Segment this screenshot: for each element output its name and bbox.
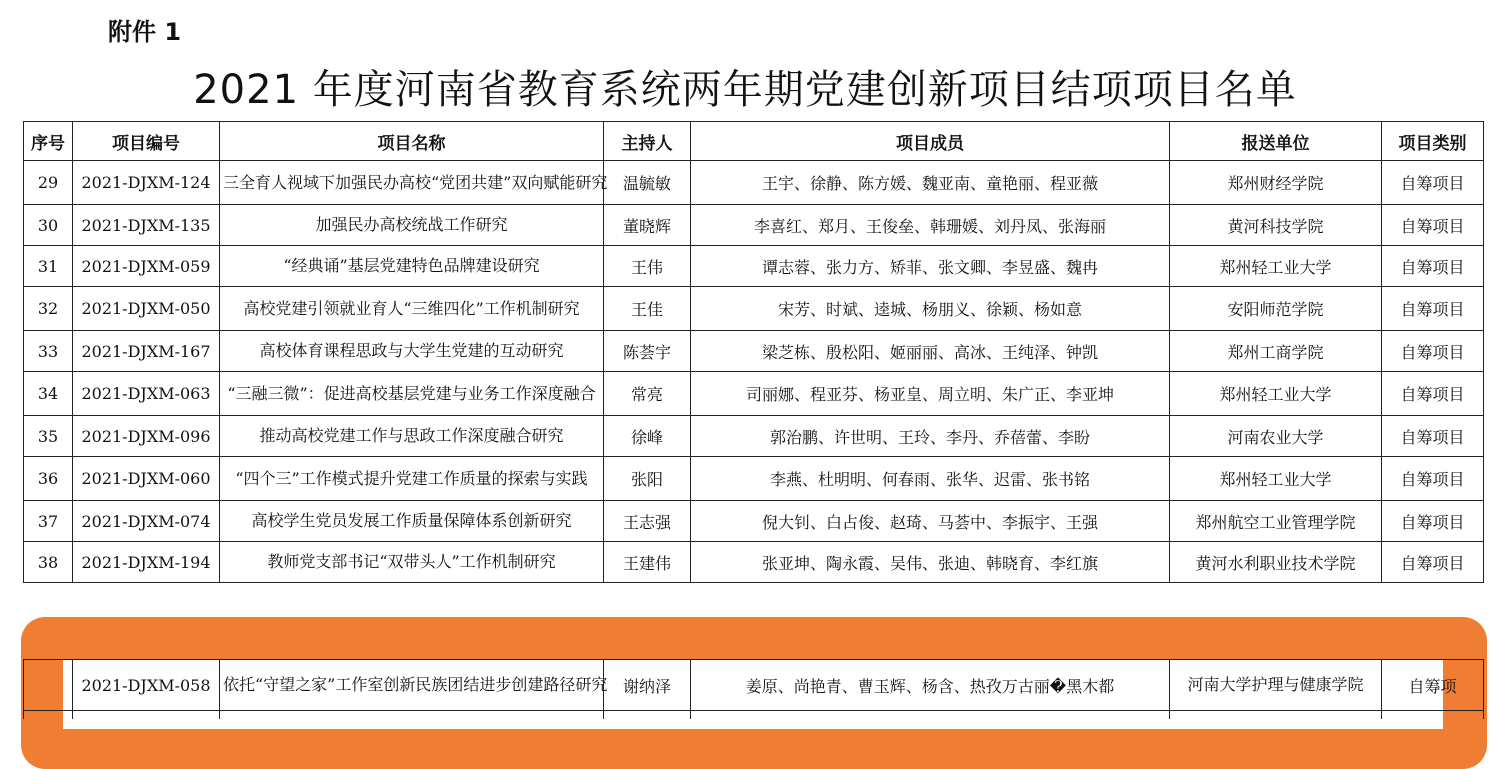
cell-no: 31 (24, 246, 73, 287)
cell-no: 37 (24, 501, 73, 542)
cell-unit: 郑州轻工业大学 (1170, 372, 1382, 416)
header-name: 项目名称 (220, 122, 604, 161)
header-no: 序号 (24, 122, 73, 161)
cell-host: 温毓敏 (604, 161, 691, 205)
cell-members: 李燕、杜明明、何春雨、张华、迟雷、张书铭 (691, 457, 1170, 501)
cell-unit: 郑州财经学院 (1170, 161, 1382, 205)
cell-name: 加强民办高校统战工作研究 (220, 205, 604, 246)
cell-no: 32 (24, 287, 73, 331)
cell-host: 陈荟宇 (604, 331, 691, 372)
cell-name: “四个三”工作模式提升党建工作质量的探索与实践 (220, 457, 604, 501)
cell-host: 谢纳泽 (604, 660, 691, 711)
cell-unit: 郑州航空工业管理学院 (1170, 501, 1382, 542)
cell-host: 王建伟 (604, 542, 691, 583)
cell-unit: 安阳师范学院 (1170, 287, 1382, 331)
cell-unit: 黄河科技学院 (1170, 205, 1382, 246)
cell-code: 2021-DJXM-074 (73, 501, 220, 542)
table-row (24, 161, 1484, 205)
project-table (23, 121, 1484, 583)
table-row (24, 457, 1484, 501)
cell-no: 30 (24, 205, 73, 246)
cell-name: 依托“守望之家”工作室创新民族团结进步创建路径研究 (220, 660, 604, 711)
table-row (24, 372, 1484, 416)
header-members: 项目成员 (691, 122, 1170, 161)
cell-code: 2021-DJXM-096 (73, 416, 220, 457)
cell-members: 宋芳、时斌、逵城、杨朋义、徐颖、杨如意 (691, 287, 1170, 331)
header-unit: 报送单位 (1170, 122, 1382, 161)
cell-no: 33 (24, 331, 73, 372)
cell-code: 2021-DJXM-063 (73, 372, 220, 416)
highlighted-row-window (63, 659, 1457, 729)
attachment-label: 附件 1 (108, 18, 182, 46)
cell-type: 自筹项目 (1382, 542, 1484, 583)
cell-members: 梁芝栋、殷松阳、姬丽丽、高冰、王纯泽、钟凯 (691, 331, 1170, 372)
cell-type: 自筹项目 (1382, 205, 1484, 246)
cell-host: 常亮 (604, 372, 691, 416)
cell-type: 自筹项 (1382, 660, 1484, 711)
cell-name: 高校体育课程思政与大学生党建的互动研究 (220, 331, 604, 372)
cell-code: 2021-DJXM-194 (73, 542, 220, 583)
cell-no: 34 (24, 372, 73, 416)
cell-type: 自筹项目 (1382, 161, 1484, 205)
cell-name: 高校学生党员发展工作质量保障体系创新研究 (220, 501, 604, 542)
cell-name: 高校党建引领就业育人“三维四化”工作机制研究 (220, 287, 604, 331)
cell-code: 2021-DJXM-135 (73, 205, 220, 246)
cell-host: 王佳 (604, 287, 691, 331)
table-row (24, 287, 1484, 331)
cell-name: 教师党支部书记“双带头人”工作机制研究 (220, 542, 604, 583)
cell-name: 三全育人视域下加强民办高校“党团共建”双向赋能研究 (220, 161, 604, 205)
cell-no (24, 660, 73, 711)
cell-type: 自筹项目 (1382, 457, 1484, 501)
table-row (24, 246, 1484, 287)
cell-unit: 郑州轻工业大学 (1170, 457, 1382, 501)
cell-name: 推动高校党建工作与思政工作深度融合研究 (220, 416, 604, 457)
cell-unit: 郑州工商学院 (1170, 331, 1382, 372)
cell-members: 郭治鹏、许世明、王玲、李丹、乔蓓蕾、李盼 (691, 416, 1170, 457)
cell-type: 自筹项目 (1382, 372, 1484, 416)
cell-code: 2021-DJXM-059 (73, 246, 220, 287)
cell-unit: 河南农业大学 (1170, 416, 1382, 457)
cell-members: 李喜红、郑月、王俊垒、韩珊媛、刘丹凤、张海丽 (691, 205, 1170, 246)
cell-no: 36 (24, 457, 73, 501)
table-row (24, 331, 1484, 372)
document-title: 2021 年度河南省教育系统两年期党建创新项目结项项目名单 (193, 67, 1297, 113)
cell-members: 王宇、徐静、陈方媛、魏亚南、童艳丽、程亚薇 (691, 161, 1170, 205)
cell-no: 35 (24, 416, 73, 457)
cell-code: 2021-DJXM-050 (73, 287, 220, 331)
cell-members: 张亚坤、陶永霞、吴伟、张迪、韩晓育、李红旗 (691, 542, 1170, 583)
cell-unit: 黄河水利职业技术学院 (1170, 542, 1382, 583)
cell-code: 2021-DJXM-058 (73, 660, 220, 711)
header-host: 主持人 (604, 122, 691, 161)
cell-code: 2021-DJXM-167 (73, 331, 220, 372)
cell-host: 董晓辉 (604, 205, 691, 246)
table-row (24, 416, 1484, 457)
table-row (24, 542, 1484, 583)
cell-unit: 郑州轻工业大学 (1170, 246, 1382, 287)
cell-type: 自筹项目 (1382, 416, 1484, 457)
cell-unit: 河南大学护理与健康学院 (1170, 660, 1382, 711)
cell-name: “经典诵”基层党建特色品牌建设研究 (220, 246, 604, 287)
cell-host: 王志强 (604, 501, 691, 542)
cell-code: 2021-DJXM-124 (73, 161, 220, 205)
cell-code: 2021-DJXM-060 (73, 457, 220, 501)
cell-host: 王伟 (604, 246, 691, 287)
table-row (24, 501, 1484, 542)
table-row (24, 205, 1484, 246)
cell-members: 谭志蓉、张力方、矫菲、张文卿、李昱盛、魏冉 (691, 246, 1170, 287)
table-header-row (24, 122, 1484, 161)
highlighted-table-row (24, 660, 1484, 711)
cell-name: “三融三微”：促进高校基层党建与业务工作深度融合 (220, 372, 604, 416)
cell-type: 自筹项目 (1382, 501, 1484, 542)
header-type: 项目类别 (1382, 122, 1484, 161)
highlighted-row-table (23, 659, 1484, 719)
cell-members: 倪大钊、白占俊、赵琦、马荟中、李振宇、王强 (691, 501, 1170, 542)
cell-type: 自筹项目 (1382, 287, 1484, 331)
cell-type: 自筹项目 (1382, 331, 1484, 372)
cell-members: 姜原、尚艳青、曹玉辉、杨含、热孜万古丽�黑木都 (691, 660, 1170, 711)
cell-host: 张阳 (604, 457, 691, 501)
header-code: 项目编号 (73, 122, 220, 161)
cell-host: 徐峰 (604, 416, 691, 457)
cell-type: 自筹项目 (1382, 246, 1484, 287)
cell-members: 司丽娜、程亚芬、杨亚皇、周立明、朱广正、李亚坤 (691, 372, 1170, 416)
cell-no: 38 (24, 542, 73, 583)
cell-no: 29 (24, 161, 73, 205)
cut-off-row-fragment (24, 711, 1484, 720)
